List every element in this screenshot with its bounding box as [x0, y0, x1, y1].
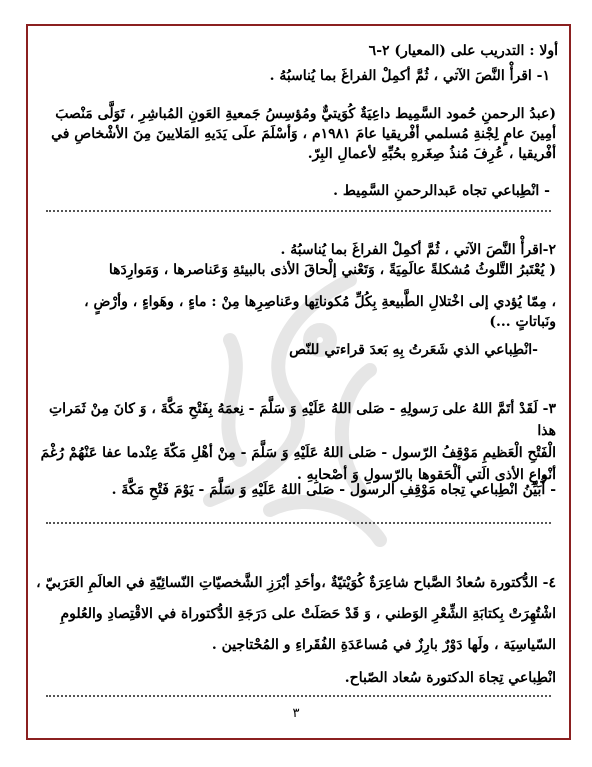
q3-line: أنْواعِ الأذى الَتي ألْحَقوها بالرّسولِ وَ أصْحابِهِ .: [296, 467, 556, 483]
q2-line: ونَباتاتٍ ...): [489, 314, 556, 330]
q2-line: ( يُعْتَبرُ التَّلوثُ مُشكلةً عالَمِيَةً ، وَتَعْني إلْحاقَ الأذى بالبيئةِ وَعَناصرها ، وَمَوارِدَها: [108, 262, 556, 278]
q2-instruction: ٢-اقرأْ النَّصَ الآتي ، ثُمَّ أكمِلْ الفراغَ بما يُناسبُهُ .: [280, 242, 556, 258]
q1-passage: [36, 104, 556, 164]
q1-prompt: - انْطِباعي تجاه عَبدالرحمنِ السَّمِيط .: [333, 183, 550, 199]
q1-instruction: ١- اقرأْ النَّصَ الآتي ، ثُمَّ أكمِلْ الفراغَ بما يُناسبُهُ .: [269, 68, 550, 84]
q2-passage: [36, 292, 556, 332]
answer-line[interactable]: [46, 695, 551, 697]
q3-line: الْفَتْحِ الْعَظيمِ مَوْقِفُ الرّسول - صَلى اللهُ عَلَيْهِ وَ سَلَّمَ - مِنْ أهْلِ مَكّةَ عِنْدما عفا عَنْهُمْ رُغْمَ: [40, 445, 556, 461]
q3-line: ٣- لَقَدْ أتَمَّ اللهُ على رَسولِهِ - صَلى اللهُ عَلَيْهِ وَ سَلَّمَ - نِعمَهُ بِفَتْحِ مَكَّةَ ، وَ كانَ مِنْ ثَمَراتِ هذا: [49, 401, 556, 439]
q1-line: أمِينَ عامٍ لِجْنةِ مُسلمي أفْريقيا عامَ ١٩٨١م ، وَأسْلَمَ علَى يَدَيهِ المَلايينَ مِنَ الأشْخاصِ في: [51, 126, 556, 142]
q3-prompt: - أُبَيِّنُ انْطِباعي تِجاه مَوْقِفِ الرسول - صَلى اللهُ عَلَيْهِ وَ سَلَّمَ - يَوْمَ فَتْحِ مَكَّةَ .: [111, 482, 556, 498]
q2-prompt-block: [36, 340, 556, 360]
q4-line: ٤- الدُّكتورة سُعادُ الصَّباح شاعِرَةٌ كُوَيْتيّةٌ ،وأحَدِ أبْرَزِ الشَّخصيّاتِ النّسائِيّةِ في العالَمِ العَرَبيّ ،: [36, 575, 556, 591]
question-1: [36, 66, 556, 86]
q2-prompt: -انْطِباعي الذي شَعَرتُ بِهِ بَعدَ قراءتي للنّص: [289, 342, 538, 358]
answer-line[interactable]: [46, 522, 551, 524]
section-heading: أولا : التدريب على (المعيار) ٢-٦: [368, 43, 558, 59]
page-number: ٣: [292, 706, 300, 721]
q1-line: (عبدُ الرحمنِ حُمود السَّمِيط داعِيَةٌ كُوَيتيٌّ ومُؤسِسُ جَمعيةِ العَونِ المُباشِرِ ، تَوَلَّى مَنْصبَ: [55, 106, 556, 122]
q1-prompt-block: [36, 181, 556, 201]
q4-prompt: انْطِباعي تِجاهَ الدكتورة سُعاد الصّباح.: [344, 670, 556, 686]
q4-line: السّياسِيَة ، ولَها دَوْرٌ بارِزٌ في مُساعَدَةِ الفُقَراءِ و المُحْتاجين .: [211, 637, 556, 653]
question-3: [36, 398, 556, 486]
question-2: [36, 240, 556, 280]
answer-line[interactable]: [46, 210, 551, 212]
q4-line: اشْتُهِرَتْ بِكتابَةِ الشِّعْرِ الوَطني ، وَ قَدْ حَصَلَتْ على دَرَجَةِ الدُّكتوراة في الاقْتِصادِ والعُلومِ: [60, 606, 556, 622]
q4-prompt-block: [36, 668, 556, 688]
question-4: [36, 568, 556, 661]
q2-line: ، مِمّا يُؤدي إلى اخْتلالِ الطَّبيعةِ بِكُلِّ مُكوناتِها وعَناصِرِها مِنْ : ماءٍ ، وهَواءٍ ، وأرْضٍ ،: [84, 294, 556, 310]
q3-prompt-block: [36, 480, 556, 500]
q1-line: أفْريقيا ، عُرِفَ مُنذُ صِغَرهِ بحُبِّهِ لأعمالِ البِرّ.: [307, 146, 556, 162]
